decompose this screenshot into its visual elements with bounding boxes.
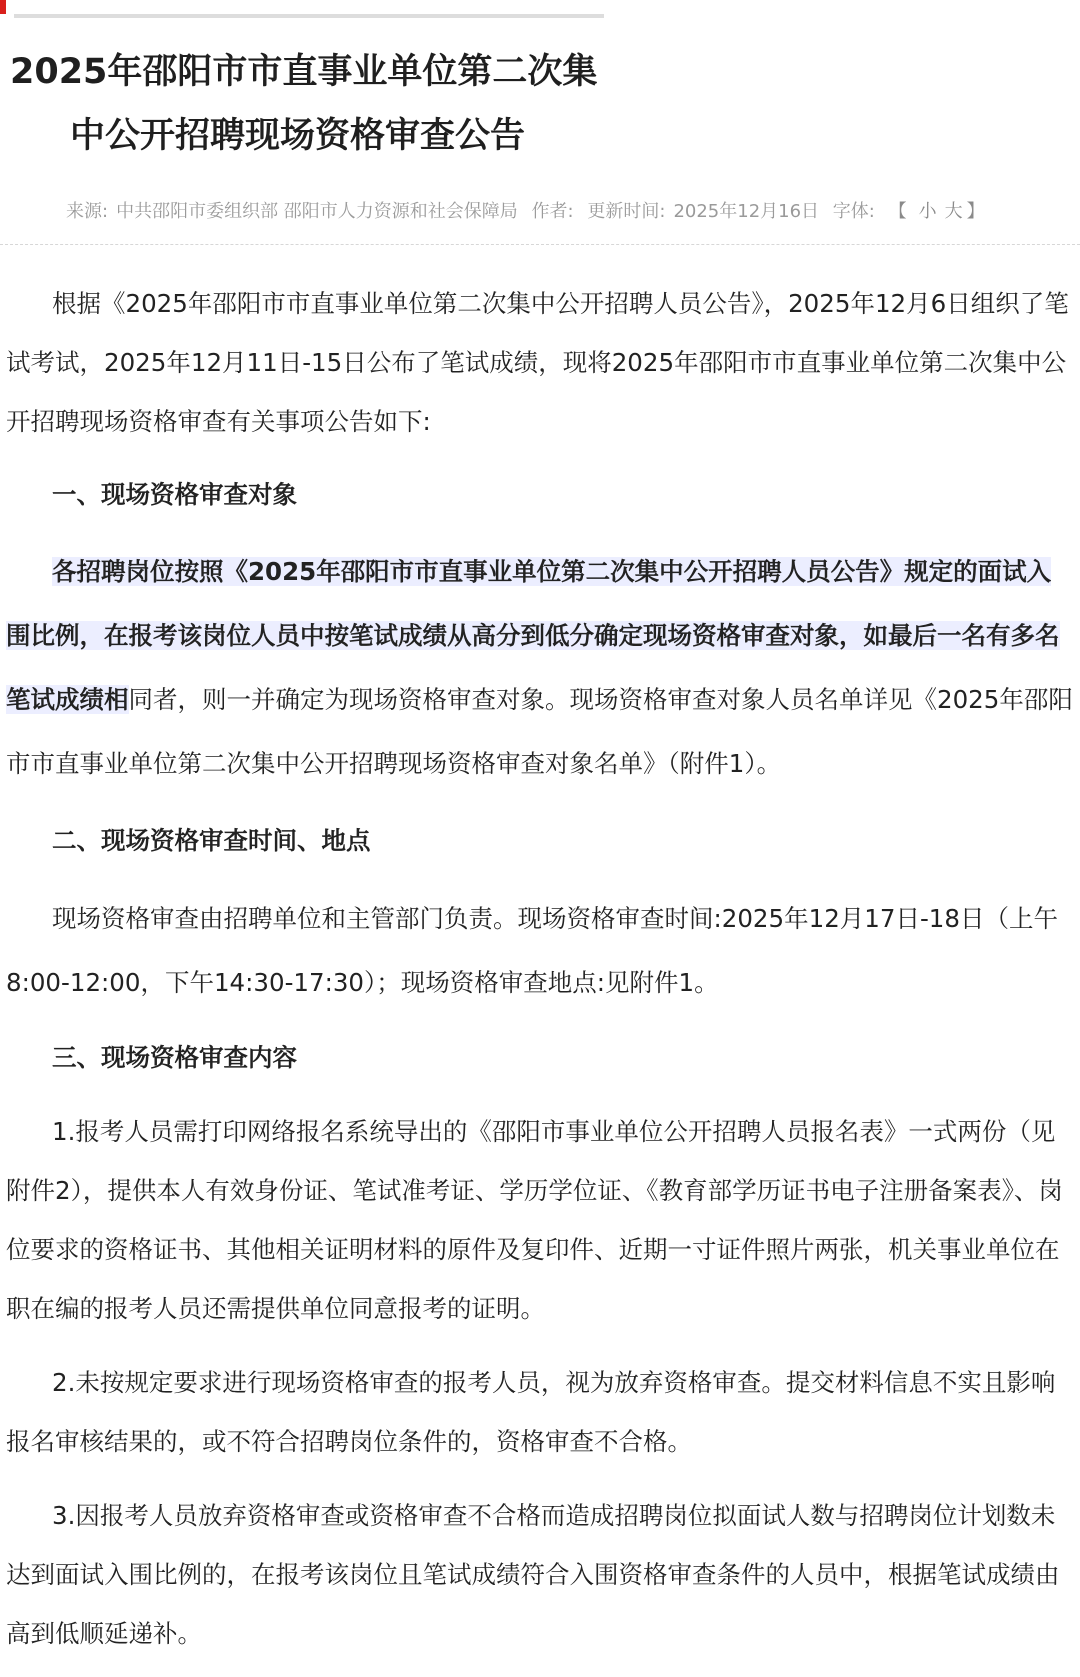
top-accent-bar xyxy=(0,0,6,14)
updated-label: 更新时间: xyxy=(587,201,666,222)
article-body xyxy=(6,274,1074,1663)
author-label: 作者: xyxy=(531,201,574,222)
meta-divider xyxy=(0,244,1080,245)
font-size-control xyxy=(889,201,993,222)
highlighted-text: 各招聘岗位按照《2025年邵阳市市直事业单位第二次集中公开招聘人员公告》规定的面试入围比例，在报考该岗位人员中按笔试成绩从高分到低分确定现场资格审查对象，如最后一名有多名笔试成绩相 xyxy=(6,557,1060,714)
section-2-paragraph: 现场资格审查由招聘单位和主管部门负责。现场资格审查时间:2025年12月17日-18日（上午8:00-12:00，下午14:30-17:30）；现场资格审查地点:见附件1。 xyxy=(6,904,1058,997)
bracket-close: 】 xyxy=(966,201,985,222)
section-3-heading: 三、现场资格审查内容 xyxy=(52,1043,297,1072)
title-line-2: 中公开招聘现场资格审查公告 xyxy=(70,116,526,156)
section-3-item-3: 3.因报考人员放弃资格审查或资格审查不合格而造成招聘岗位拟面试人数与招聘岗位计划数未达到面试入围比例的，在报考该岗位且笔试成绩符合入围资格审查条件的人员中，根据笔试成绩由高到低顺延递补。 xyxy=(6,1501,1060,1648)
page-title xyxy=(10,40,630,168)
section-2-heading: 二、现场资格审查时间、地点 xyxy=(52,826,371,855)
title-line-1: 2025年邵阳市市直事业单位第二次集 xyxy=(10,52,598,92)
source-value: 中共邵阳市委组织部 邵阳市人力资源和社会保障局 xyxy=(116,201,518,222)
intro-paragraph: 根据《2025年邵阳市市直事业单位第二次集中公开招聘人员公告》，2025年12月6日组织了笔试考试，2025年12月11日-15日公布了笔试成绩，现将2025年邵阳市市直事业单位第二次集中公开招聘现场资格审查有关事项公告如下: xyxy=(6,289,1069,436)
section-1-paragraph xyxy=(6,540,1074,796)
top-rule xyxy=(14,14,604,18)
source-label: 来源: xyxy=(66,201,109,222)
updated-value: 2025年12月16日 xyxy=(673,201,820,222)
section-3-item-1: 1.报考人员需打印网络报名系统导出的《邵阳市事业单位公开招聘人员报名表》一式两份（见附件2），提供本人有效身份证、笔试准考证、学历学位证、《教育部学历证书电子注册备案表》、岗位要求的资格证书、其他相关证明材料的原件及复印件、近期一寸证件照片两张，机关事业单位在职在编的报考人员还需提供单位同意报考的证明。 xyxy=(6,1117,1063,1323)
section-1-rest-text: 同者，则一并确定为现场资格审查对象。现场资格审查对象人员名单详见《2025年邵阳市市直事业单位第二次集中公开招聘现场资格审查对象名单》（附件1）。 xyxy=(6,685,1073,778)
section-1-heading: 一、现场资格审查对象 xyxy=(52,480,297,509)
font-size-label: 字体: xyxy=(832,201,875,222)
font-small-button[interactable]: 小 xyxy=(918,201,937,222)
bracket-open: 【 xyxy=(888,201,907,222)
article-meta xyxy=(66,197,1001,223)
font-large-button[interactable]: 大 xyxy=(944,201,963,222)
section-3-item-2: 2.未按规定要求进行现场资格审查的报考人员，视为放弃资格审查。提交材料信息不实且影响报名审核结果的，或不符合招聘岗位条件的，资格审查不合格。 xyxy=(6,1368,1056,1456)
